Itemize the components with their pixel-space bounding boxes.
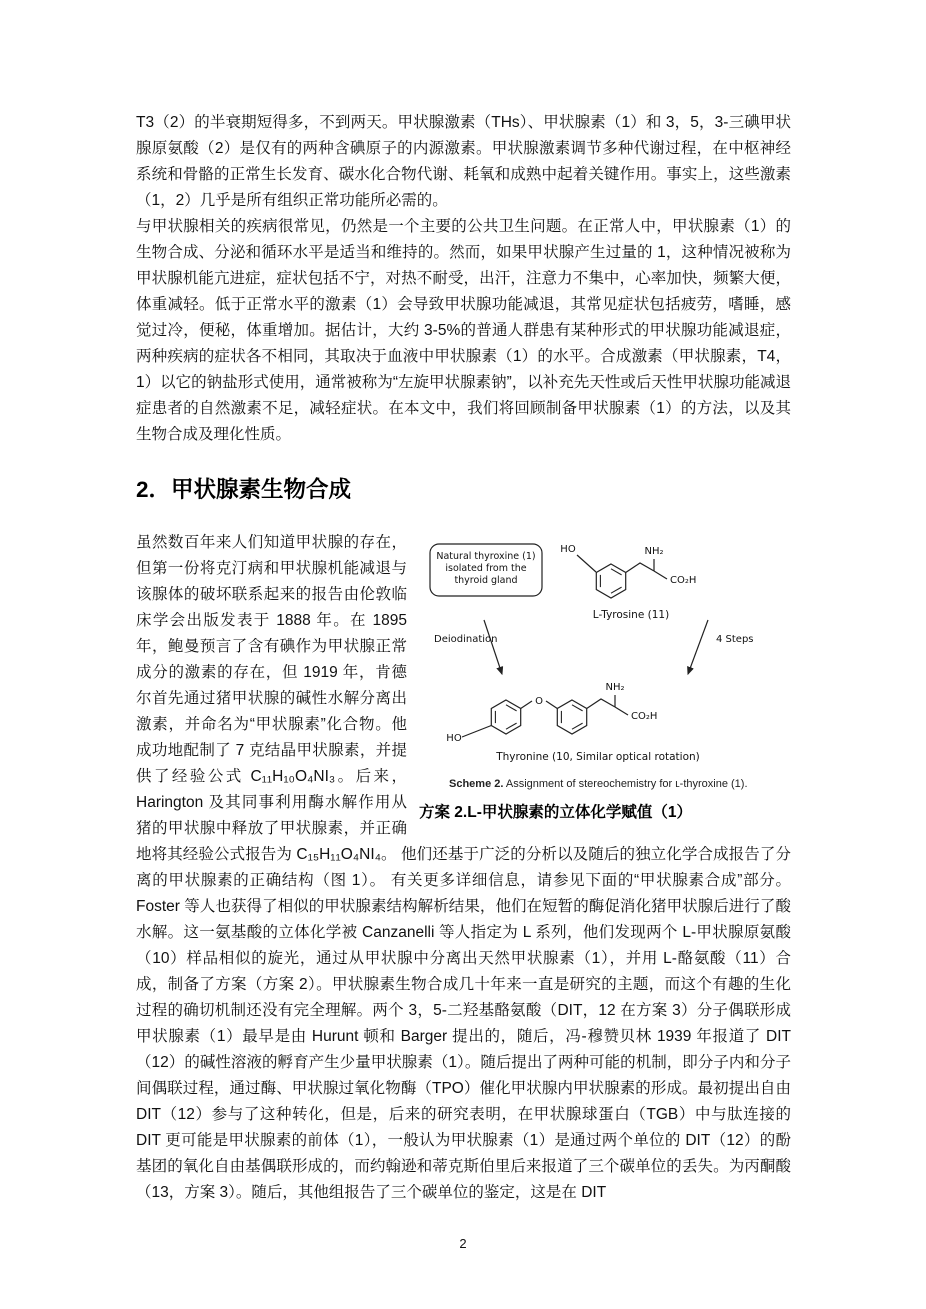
paragraph-intro-2: 与甲状腺相关的疾病很常见，仍然是一个主要的公共卫生问题。在正常人中，甲状腺素（1）的生物合成、分泌和循环水平是适当和维持的。然而，如果甲状腺产生过量的 1，这种情况被称为甲状腺机能亢进症，症状包括不宁，对热不耐受，出汗，注意力不集中，心率加快，频繁大便，体重减轻。低于正常水平的激素（1）会导致甲状腺功能减退，其常见症状包括疲劳，嗜睡，感觉过冷，便秘，体重增加。据估计，大约 3-5%的普通人群患有某种形式的甲状腺功能减退症，两种疾病的症状各不相同，其取决于血液中甲状腺素（1）的水平。合成激素（甲状腺素，T4，1）以它的钠盐形式使用，通常被称为“左旋甲状腺素钠”，以补充先天性或后天性甲状腺功能减退症患者的自然激素不足，减轻症状。在本文中，我们将回顾制备甲状腺素（1）的方法，以及其生物合成及理化性质。 — [136, 218, 791, 443]
scheme-caption-number: Scheme 2. — [449, 778, 504, 790]
ho-atom-label: HO — [560, 544, 576, 555]
nh2-atom-label: NH₂ — [644, 546, 664, 557]
tyrosine-structure — [560, 544, 696, 621]
ho-atom-label-2: HO — [446, 733, 462, 744]
benzene-ring-icon — [596, 564, 625, 598]
ether-oxygen-label: O — [535, 696, 543, 707]
paragraph-intro-1: T3（2）的半衰期短得多，不到两天。甲状腺激素（THs）、甲状腺素（1）和 3，5，3-三碘甲状腺原氨酸（2）是仅有的两种含碘原子的内源激素。甲状腺激素调节多种代谢过程，在中枢神经系统和骨骼的正常生长发育、碳水化合物代谢、耗氧和成熟中起着关键作用。事实上，这些激素（1，2）几乎是所有组织正常功能所必需的。 — [136, 114, 791, 209]
section-heading: 2．甲状腺素生物合成 — [136, 477, 352, 502]
note-box-line2: isolated from the — [445, 563, 527, 574]
deiodination-arrow-icon — [434, 620, 502, 674]
nh2-atom-label-2: NH₂ — [605, 682, 625, 693]
section-body-text: 虽然数百年来人们知道甲状腺的存在，但第一份将克汀病和甲状腺机能减退与该腺体的破坏联系起来的报告由伦敦临床学会出版发表于 1888 年。在 1895 年，鲍曼预言了含有碘作为甲状腺正常成分的激素的存在，但 1919 年，肯德尔首先通过猪甲状腺的碱性水解分离出激素，并命名为“甲状腺素”化合物。他成功地配制了 7 克结晶甲状腺素，并提供了经验公式 C₁₁H₁₀O₄NI₃。后来，Harington 及其同事利用酶水解作用从猪的甲状腺中释放了甲状腺素，并正确地将其经验公式报告为 C₁₅H₁₁O₄NI₄。 他们还基于广泛的分析以及随后的独立化学合成报告了分离的甲状腺素的正确结构（图 1）。 有关更多详细信息，请参见下面的“甲状腺素合成”部分。 Foster 等人也获得了相似的甲状腺素结构解析结果，他们在短暂的酶促消化猪甲状腺后进行了酸水解。这一氨基酸的立体化学被 Canzanelli 等人指定为 L 系列，他们发现两个 L-甲状腺原氨酸（10）样品相似的旋光，通过从甲状腺中分离出天然甲状腺素（1），并用 L-酪氨酸（11）合成，制备了方案（方案 2）。甲状腺素生物合成几十年来一直是研究的主题，而这个有趣的生化过程的确切机制还没有完全理解。两个 3，5-二羟基酪氨酸（DIT，12 在方案 3）分子偶联形成甲状腺素（1）最早是由 Hurunt 顿和 Barger 提出的，随后，冯-穆赞贝林 1939 年报道了 DIT（12）的碱性溶液的孵育产生少量甲状腺素（1）。随后提出了两种可能的机制，即分子内和分子间偶联过程，通过酶、甲状腺过氧化物酶（TPO）催化甲状腺内甲状腺素的形成。最初提出自由 DIT（12）参与了这种转化，但是，后来的研究表明，在甲状腺球蛋白（TGB）中与肽连接的 DIT 更可能是甲状腺素的前体（1），一般认为甲状腺素（1）是通过两个单位的 DIT（12）的酚基团的氧化自由基偶联形成的，而约翰逊和蒂克斯伯里后来报道了三个碳单位的丢失。为丙酮酸（13，方案 3）。随后，其他组报告了三个碳单位的鉴定，这是在 DIT — [136, 534, 791, 1201]
note-box-line3: thyroid gland — [454, 575, 518, 586]
thyronine-label: Thyronine (10, Similar optical rotation) — [496, 751, 700, 763]
deiodination-label: Deiodination — [434, 634, 498, 645]
scheme-2-figure — [419, 532, 791, 822]
section-body — [136, 530, 791, 1206]
scheme-caption-english — [449, 778, 791, 790]
tyrosine-label: L-Tyrosine (11) — [592, 609, 670, 621]
natural-thyroxine-note-box — [430, 544, 542, 596]
co2h-atom-label: CO₂H — [670, 575, 697, 586]
four-steps-label: 4 Steps — [716, 634, 754, 645]
page-number: 2 — [459, 1236, 467, 1251]
scheme-caption-chinese: 方案 2.L-甲状腺素的立体化学赋值（1） — [419, 804, 692, 821]
benzene-ring-icon — [491, 700, 520, 734]
four-steps-arrow-icon — [688, 620, 754, 674]
benzene-ring-icon — [557, 700, 586, 734]
co2h-atom-label-2: CO₂H — [631, 711, 658, 722]
thyronine-structure — [446, 682, 699, 763]
scheme-caption-text: Assignment of stereochemistry for ʟ-thyroxine (1). — [503, 778, 748, 790]
note-box-line1: Natural thyroxine (1) — [436, 551, 536, 562]
scheme-2-diagram — [426, 532, 784, 772]
